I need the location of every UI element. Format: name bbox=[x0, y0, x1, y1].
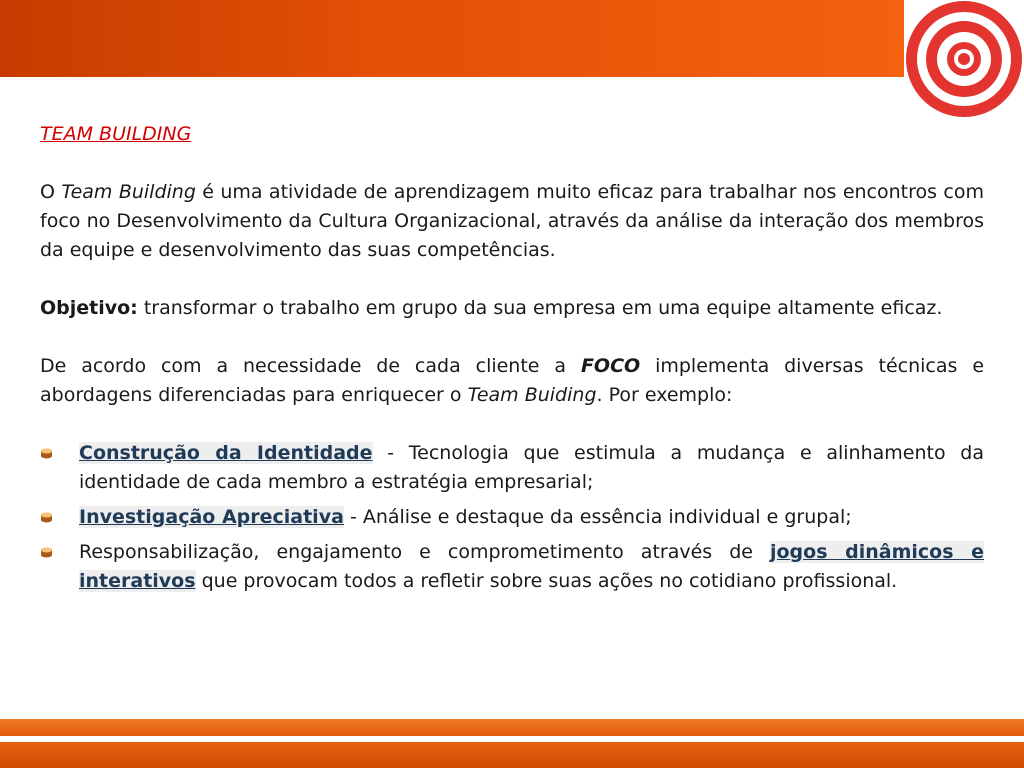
list-item bbox=[40, 538, 984, 596]
bullet-icon bbox=[40, 546, 53, 559]
bullet-highlight: Investigação Apreciativa bbox=[79, 506, 344, 528]
intro-paragraph bbox=[40, 178, 984, 265]
approach-text-start: De acordo com a necessidade de cada cliente a bbox=[40, 355, 581, 377]
objective-paragraph bbox=[40, 294, 984, 323]
brand-name: FOCO bbox=[580, 355, 641, 377]
bullet-icon bbox=[40, 447, 53, 460]
footer-band-bottom bbox=[0, 742, 1024, 768]
page-title: TEAM BUILDING bbox=[40, 123, 192, 145]
intro-emphasis: Team Building bbox=[61, 181, 196, 203]
footer-band-top bbox=[0, 719, 1024, 736]
approach-paragraph bbox=[40, 352, 984, 410]
approach-emphasis: Team Buiding bbox=[467, 384, 597, 406]
techniques-list bbox=[40, 439, 984, 596]
intro-text-start: O bbox=[40, 181, 62, 203]
list-item bbox=[40, 503, 984, 532]
bullet-highlight: jogos dinâmicos e interativos bbox=[79, 541, 984, 592]
slide-content bbox=[40, 120, 984, 602]
bullet-text: Responsabilização, engajamento e comprometimento através de bbox=[79, 541, 770, 563]
list-item bbox=[40, 439, 984, 497]
objective-text: transformar o trabalho em grupo da sua empresa em uma equipe altamente eficaz. bbox=[137, 297, 943, 319]
bullet-text: - Análise e destaque da essência individual e grupal; bbox=[343, 506, 852, 528]
objective-label: Objetivo: bbox=[40, 297, 138, 319]
bullet-icon bbox=[40, 511, 53, 524]
approach-text-end: . Por exemplo: bbox=[596, 384, 733, 406]
header-bar bbox=[0, 0, 904, 77]
bullet-highlight: Construção da Identidade bbox=[79, 442, 373, 464]
intro-text-end: é uma atividade de aprendizagem muito eficaz para trabalhar nos encontros com foco no Desenvolvimento da Cultura Organizacional, através da análise da interação dos membros da equipe e desenvolvimento das suas competências. bbox=[40, 181, 984, 261]
approach-text-middle: implementa diversas técnicas e abordagens diferenciadas para enriquecer o bbox=[40, 355, 985, 406]
target-icon bbox=[905, 0, 1024, 118]
bullet-text: - Tecnologia que estimula a mudança e alinhamento da identidade de cada membro a estratégia empresarial; bbox=[79, 442, 984, 493]
bullet-text-end: que provocam todos a refletir sobre suas ações no cotidiano profissional. bbox=[195, 570, 898, 592]
